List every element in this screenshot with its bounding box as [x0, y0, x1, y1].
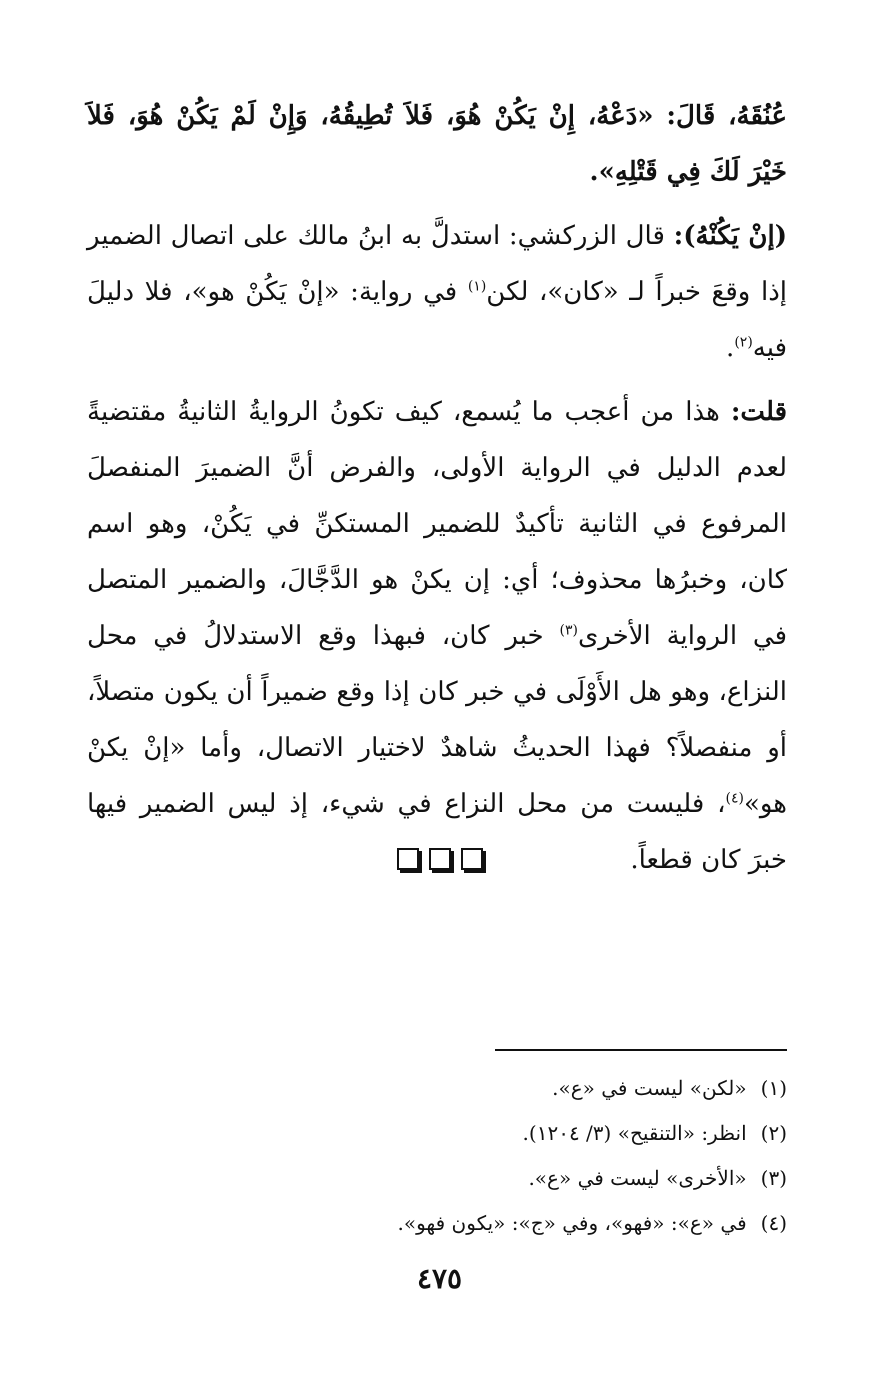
- footnotes: [227, 1066, 787, 1246]
- footnote-ref-3: (٣): [559, 622, 578, 639]
- footnote-number: (٤): [760, 1211, 787, 1235]
- paragraph-commentary: [87, 384, 787, 888]
- square-ornament-icon: [429, 848, 451, 870]
- paragraph-text: خبر كان، فبهذا وقع الاستدلالُ في محل النزاع، وهو هل الأَوْلَى في خبر كان إذا وقع ضميراً أن يكون متصلاً، أو منفصلاً؟ فهذا الحديثُ شاهدٌ لاختيار الاتصال، وأما «إنْ يكنْ هو»: [87, 621, 787, 819]
- paragraph-zarkashi: [87, 208, 787, 376]
- square-ornament-icon: [461, 848, 483, 870]
- paragraph-text: هذا من أعجب ما يُسمع، كيف تكونُ الروايةُ الثانيةُ مقتضيةً لعدم الدليل في الرواية الأولى، والفرض أنَّ الضميرَ المنفصلَ المرفوع في الثانية تأكيدٌ للضمير المستكنِّ في يَكُنْ، وهو اسم كان، وخبرُها محذوف؛ أي: إن يكنْ هو الدَّجَّالَ، والضمير المتصل في الرواية الأخرى: [87, 397, 787, 651]
- footnote-item: [227, 1201, 787, 1246]
- footnote-item: [227, 1066, 787, 1111]
- paragraph-hadith: عُنُقَهُ، قَالَ: «دَعْهُ، إِنْ يَكُنْ هُوَ، فَلاَ تُطِيقُهُ، وَإِنْ لَمْ يَكُنْ هُوَ، فَلاَ خَيْرَ لَكَ فِي قَتْلِهِ».: [87, 101, 787, 187]
- footnote-item: [227, 1111, 787, 1156]
- footnote-text: في «ع»: «فهو»، وفي «ج»: «يكون فهو».: [397, 1211, 747, 1235]
- footnote-number: (١): [760, 1076, 787, 1100]
- main-text: [87, 88, 787, 888]
- footnote-number: (٢): [760, 1121, 787, 1145]
- section-divider-ornament: [0, 848, 879, 870]
- square-ornament-icon: [397, 848, 419, 870]
- footnote-number: (٣): [760, 1166, 787, 1190]
- footnote-text: «الأخرى» ليست في «ع».: [528, 1166, 747, 1190]
- footnote-ref-4: (٤): [725, 790, 744, 807]
- footnote-text: انظر: «التنقيح» (٣/ ١٢٠٤).: [522, 1121, 747, 1145]
- page-number: ٤٧٥: [416, 1262, 463, 1295]
- paragraph-text: ، فليست من محل النزاع في شيء، إذ ليس الضمير فيها خبرَ كان قطعاً.: [87, 789, 787, 875]
- footnote-separator: [495, 1049, 787, 1051]
- paragraph-heading: (إنْ يَكُنْهُ):: [673, 221, 788, 251]
- paragraph-heading: قلت:: [730, 397, 787, 427]
- footnote-ref-1: (١): [467, 278, 487, 295]
- paragraph-text: في رواية: «إنْ يَكُنْ هو»، فلا دليلَ فيه: [87, 277, 787, 363]
- footnote-text: «لكن» ليست في «ع».: [552, 1076, 747, 1100]
- paragraph-text: .: [726, 333, 735, 363]
- footnote-ref-2: (٢): [734, 334, 753, 351]
- footnote-item: [227, 1156, 787, 1201]
- paragraph-text: قال الزركشي: استدلَّ به ابنُ مالك على اتصال الضمير إذا وقعَ خبراً لـ «كان»، لكن: [87, 221, 787, 307]
